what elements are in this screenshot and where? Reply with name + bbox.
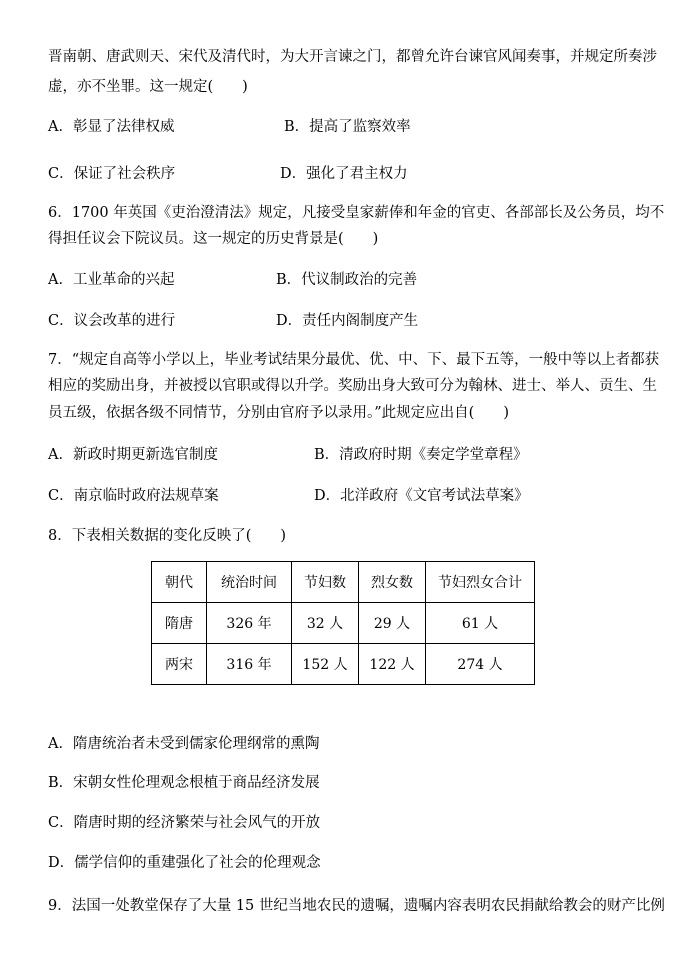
q5-stem-line2: 虚，亦不坐罪。这一规定( ) <box>48 79 248 95</box>
q6-option-a[interactable]: A．工业革命的兴起 <box>48 272 175 288</box>
q6-stem-line1: 6．1700 年英国《吏治澄清法》规定，凡接受皇家薪俸和年金的官吏、各部部长及公务员，均不 <box>48 205 665 221</box>
table-cell: 152 人 <box>292 644 359 685</box>
q6-option-d[interactable]: D．责任内阁制度产生 <box>276 313 419 329</box>
q8-data-table <box>151 561 535 685</box>
table-cell: 32 人 <box>292 603 359 644</box>
table-header-cell: 统治时间 <box>207 562 292 603</box>
table-header-row <box>152 562 535 603</box>
q8-stem: 8．下表相关数据的变化反映了( ) <box>48 528 287 544</box>
q8-option-c[interactable]: C．隋唐时期的经济繁荣与社会风气的开放 <box>48 815 321 831</box>
q7-option-c[interactable]: C．南京临时政府法规草案 <box>48 488 219 504</box>
q5-option-a[interactable]: A．彰显了法律权威 <box>48 119 175 135</box>
table-header-cell: 节妇烈女合计 <box>426 562 535 603</box>
table-cell: 316 年 <box>207 644 292 685</box>
q8-option-b[interactable]: B．宋朝女性伦理观念根植于商品经济发展 <box>48 775 320 791</box>
q7-option-b[interactable]: B．清政府时期《奏定学堂章程》 <box>314 447 528 463</box>
table-cell: 29 人 <box>359 603 426 644</box>
table-cell: 61 人 <box>426 603 535 644</box>
table-header-cell: 节妇数 <box>292 562 359 603</box>
q7-option-d[interactable]: D．北洋政府《文官考试法草案》 <box>314 488 529 504</box>
table-cell: 两宋 <box>152 644 207 685</box>
q6-option-c[interactable]: C．议会改革的进行 <box>48 313 176 329</box>
q5-option-c[interactable]: C．保证了社会秩序 <box>48 166 176 182</box>
table-cell: 326 年 <box>207 603 292 644</box>
table-cell: 122 人 <box>359 644 426 685</box>
q5-option-b[interactable]: B．提高了监察效率 <box>284 119 411 135</box>
q7-stem-line3: 员五级，依据各级不同情节，分别由官府予以录用。”此规定应出自( ) <box>48 405 509 421</box>
q6-stem-line2: 得担任议会下院议员。这一规定的历史背景是( ) <box>48 231 379 247</box>
q5-stem-line1: 晋南朝、唐武则天、宋代及清代时，为大开言谏之门，都曾允许台谏官风闻奏事，并规定所奏涉 <box>48 49 657 65</box>
table-cell: 隋唐 <box>152 603 207 644</box>
q5-option-d[interactable]: D．强化了君主权力 <box>280 166 408 182</box>
table-row <box>152 644 535 685</box>
q7-stem-line1: 7．“规定自高等小学以上，毕业考试结果分最优、优、中、下、最下五等，一般中等以上者都获 <box>48 352 660 368</box>
table-header-cell: 烈女数 <box>359 562 426 603</box>
q6-option-b[interactable]: B．代议制政治的完善 <box>276 272 418 288</box>
table-header-cell: 朝代 <box>152 562 207 603</box>
table-row <box>152 603 535 644</box>
q9-stem-line1: 9．法国一处教堂保存了大量 15 世纪当地农民的遗嘱，遗嘱内容表明农民捐献给教会的财产比例 <box>48 898 665 914</box>
q7-stem-line2: 相应的奖励出身，并被授以官职或得以升学。奖励出身大致可分为翰林、进士、举人、贡生、生 <box>48 378 657 394</box>
q8-option-d[interactable]: D．儒学信仰的重建强化了社会的伦理观念 <box>48 855 321 871</box>
q8-option-a[interactable]: A．隋唐统治者未受到儒家伦理纲常的熏陶 <box>48 736 320 752</box>
q7-option-a[interactable]: A．新政时期更新选官制度 <box>48 447 218 463</box>
table-cell: 274 人 <box>426 644 535 685</box>
